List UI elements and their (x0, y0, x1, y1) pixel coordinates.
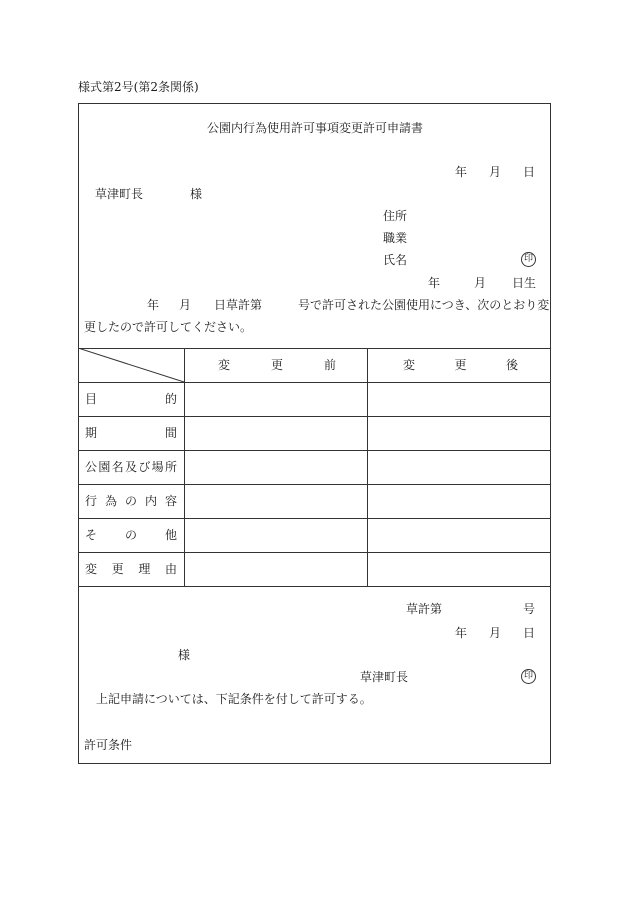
row-border (78, 484, 551, 485)
row-border (78, 518, 551, 519)
row-label-reason: 変 更 理 由 (85, 562, 177, 576)
permission-date-year: 年 (455, 626, 468, 640)
permit-prefix: 草許第 (406, 602, 443, 616)
applicant-seal-mark: 印 (521, 252, 536, 267)
permission-date-month: 月 (489, 626, 502, 640)
issuer-seal-mark: 印 (521, 669, 536, 684)
row-border (78, 416, 551, 417)
application-date-day: 日 (523, 165, 536, 179)
body-year: 年 (147, 298, 160, 312)
permission-honorific: 様 (178, 648, 191, 662)
row-label-period: 期 間 (85, 426, 177, 440)
column-header-after: 変 更 後 (403, 358, 518, 372)
permission-date-day: 日 (523, 626, 536, 640)
row-border (78, 552, 551, 553)
issuer-name: 草津町長 (360, 670, 409, 684)
birth-year: 年 (428, 276, 441, 290)
applicant-name-label: 氏名 (383, 253, 408, 267)
birth-day: 日生 (512, 276, 537, 290)
header-diagonal (78, 348, 185, 383)
application-date-year: 年 (455, 165, 468, 179)
row-label-park-location: 公 園 名 及 び 場 所 (85, 460, 177, 474)
form-title: 公園内行為使用許可事項変更許可申請書 (206, 121, 423, 135)
permission-statement: 上記申請については、下記条件を付して許可する。 (96, 692, 372, 706)
table-bottom-border (78, 586, 551, 587)
applicant-address-label: 住所 (383, 209, 408, 223)
label-column-divider (184, 348, 185, 586)
form-number: 様式第2号(第2条関係) (78, 80, 199, 94)
row-border (78, 450, 551, 451)
body-text-line2: 更したので許可してください。 (84, 320, 253, 334)
application-date-month: 月 (489, 165, 502, 179)
body-month: 月 (179, 298, 192, 312)
body-day-permit: 日草許第 (214, 298, 263, 312)
row-label-other: そ の 他 (85, 528, 177, 542)
row-label-activity: 行 為 の 内 容 (85, 494, 177, 508)
addressee-honorific: 様 (190, 187, 203, 201)
row-label-purpose: 目 的 (85, 392, 177, 406)
addressee-name: 草津町長 (95, 187, 144, 201)
before-after-divider (367, 348, 368, 586)
birth-month: 月 (474, 276, 487, 290)
body-text-line1: 号で許可された公園使用につき、次のとおり変 (298, 298, 550, 312)
column-header-before: 変 更 前 (218, 358, 336, 372)
applicant-occupation-label: 職業 (383, 231, 408, 245)
permit-suffix: 号 (523, 602, 536, 616)
conditions-label: 許可条件 (84, 738, 133, 752)
